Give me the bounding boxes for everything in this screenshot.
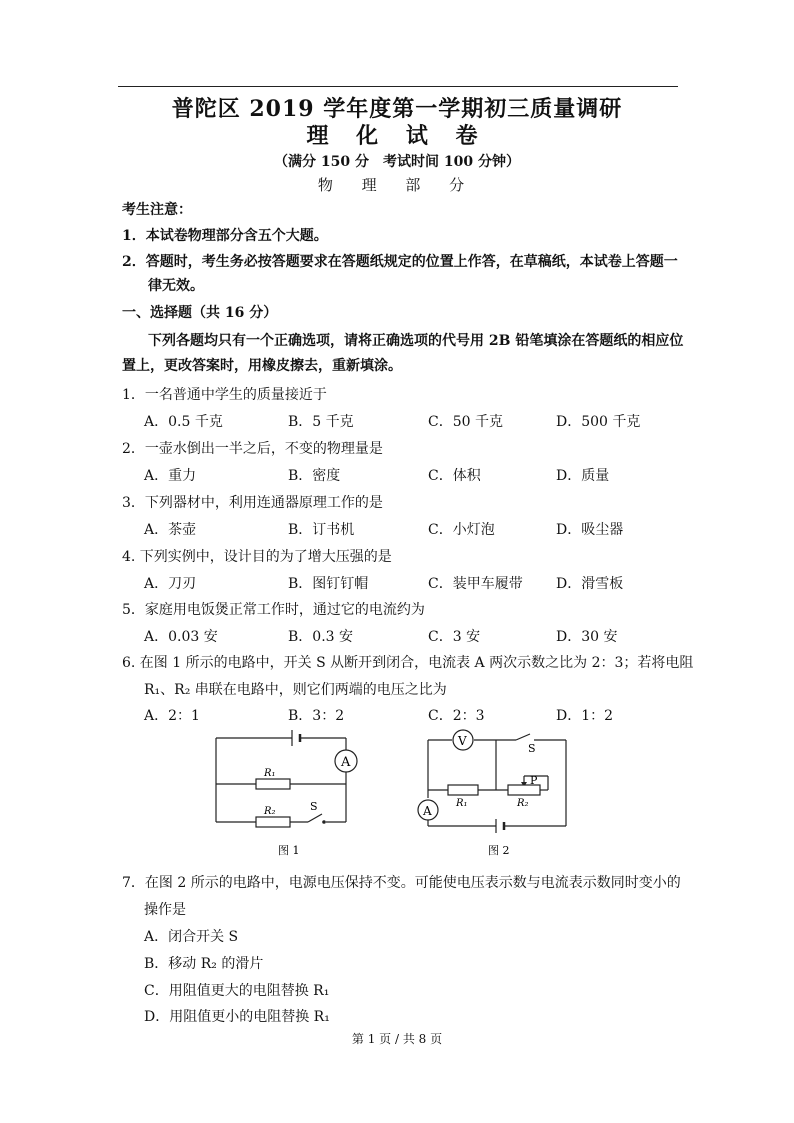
switch-icon — [322, 820, 326, 824]
question-3-stem: 3．下列器材中，利用连通器原理工作的是 — [122, 495, 383, 511]
option-d: D．吸尘器 — [556, 522, 624, 538]
question-5-options — [0, 627, 794, 647]
option-c: C．装甲车履带 — [428, 576, 523, 592]
option-b: B．密度 — [288, 468, 341, 484]
resistor-r2-icon — [256, 817, 290, 827]
question-6-stem-cont: R₁、R₂ 串联在电路中，则它们两端的电压之比为 — [144, 682, 447, 698]
switch-label: S — [528, 742, 536, 755]
r1-label: R₁ — [456, 798, 468, 809]
figure-1-caption: 图 1 — [278, 844, 300, 857]
question-7-stem-cont: 操作是 — [144, 902, 186, 918]
option-c: C．2：3 — [428, 708, 485, 724]
question-7-option-c: C．用阻值更大的电阻替换 R₁ — [144, 983, 330, 999]
part1-heading: 一、选择题（共 16 分） — [122, 305, 278, 321]
page-title: 普陀区 2019 学年度第一学期初三质量调研 — [171, 96, 623, 122]
option-d: D．500 千克 — [556, 414, 641, 430]
svg-text:A: A — [341, 755, 351, 770]
option-b: B．5 千克 — [288, 414, 354, 430]
question-4-stem: 4. 下列实例中，设计目的为了增大压强的是 — [122, 549, 392, 565]
page-subtitle: 理 化 试 卷 — [306, 123, 488, 149]
part1-instructions: 下列各题均只有一个正确选项，请将正确选项的代号用 2B 铅笔填涂在答题纸的相应位 — [148, 333, 684, 349]
option-b: B．3：2 — [288, 708, 345, 724]
option-a: A．0.5 千克 — [144, 414, 223, 430]
option-c: C．小灯泡 — [428, 522, 495, 538]
question-7-stem: 7．在图 2 所示的电路中，电源电压保持不变。可能使电压表示数与电流表示数同时变小的 — [122, 875, 681, 891]
option-a: A．重力 — [144, 468, 197, 484]
option-a: A．2：1 — [144, 708, 200, 724]
battery-icon — [292, 730, 300, 746]
section-title: 物 理 部 分 — [317, 176, 477, 194]
svg-text:V: V — [458, 734, 467, 748]
exam-info: （满分 150 分 考试时间 100 分钟） — [274, 154, 520, 170]
notice-item-2: 2．答题时，考生务必按答题要求在答题纸规定的位置上作答，在草稿纸，本试卷上答题一 — [122, 254, 678, 270]
option-b: B．0.3 安 — [288, 629, 354, 645]
top-rule — [118, 86, 678, 87]
question-1-stem: 1．一名普通中学生的质量接近于 — [122, 387, 327, 403]
option-c: C．3 安 — [428, 629, 481, 645]
question-5-stem: 5．家庭用电饭煲正常工作时，通过它的电流约为 — [122, 602, 425, 618]
option-c: C．50 千克 — [428, 414, 503, 430]
option-d: D．30 安 — [556, 629, 618, 645]
option-b: B．订书机 — [288, 522, 355, 538]
figure-2-circuit — [412, 726, 582, 862]
r2-label: R₂ — [264, 806, 276, 817]
resistor-r1-icon — [448, 785, 478, 795]
option-a: A．刀刃 — [144, 576, 197, 592]
r1-label: R₁ — [264, 768, 276, 779]
question-1-options — [0, 412, 794, 432]
r2-label: R₂ — [517, 798, 529, 809]
option-d: D．滑雪板 — [556, 576, 624, 592]
voltmeter-icon — [453, 730, 473, 750]
option-a: A．0.03 安 — [144, 629, 218, 645]
option-c: C．体积 — [428, 468, 481, 484]
page-footer: 第 1 页 / 共 8 页 — [351, 1032, 443, 1046]
question-6-options — [0, 706, 794, 726]
battery-icon — [496, 819, 504, 833]
question-7-option-d: D．用阻值更小的电阻替换 R₁ — [144, 1009, 330, 1025]
part1-instructions-cont: 置上，更改答案时，用橡皮擦去，重新填涂。 — [122, 358, 402, 374]
option-d: D．质量 — [556, 468, 610, 484]
option-d: D．1：2 — [556, 708, 614, 724]
option-a: A．茶壶 — [144, 522, 197, 538]
ammeter-icon — [335, 750, 357, 772]
option-b: B．图钉钉帽 — [288, 576, 369, 592]
notice-item-1: 1．本试卷物理部分含五个大题。 — [122, 228, 328, 244]
question-7-option-b: B．移动 R₂ 的滑片 — [144, 956, 264, 972]
figure-1-circuit — [200, 726, 380, 862]
question-4-options — [0, 574, 794, 594]
question-2-options — [0, 466, 794, 486]
question-3-options — [0, 520, 794, 540]
notice-heading: 考生注意： — [122, 202, 192, 218]
question-6-stem: 6. 在图 1 所示的电路中，开关 S 从断开到闭合，电流表 A 两次示数之比为 2：3；若将电阻 — [122, 655, 694, 671]
resistor-r1-icon — [256, 779, 290, 789]
question-7-option-a: A．闭合开关 S — [144, 929, 239, 945]
question-2-stem: 2．一壶水倒出一半之后，不变的物理量是 — [122, 441, 383, 457]
ammeter-icon — [418, 800, 438, 820]
switch-label: S — [310, 800, 318, 813]
slider-label: P — [530, 774, 538, 787]
svg-text:A: A — [423, 804, 432, 818]
notice-item-2-cont: 律无效。 — [148, 278, 204, 294]
figure-2-caption: 图 2 — [488, 844, 510, 857]
